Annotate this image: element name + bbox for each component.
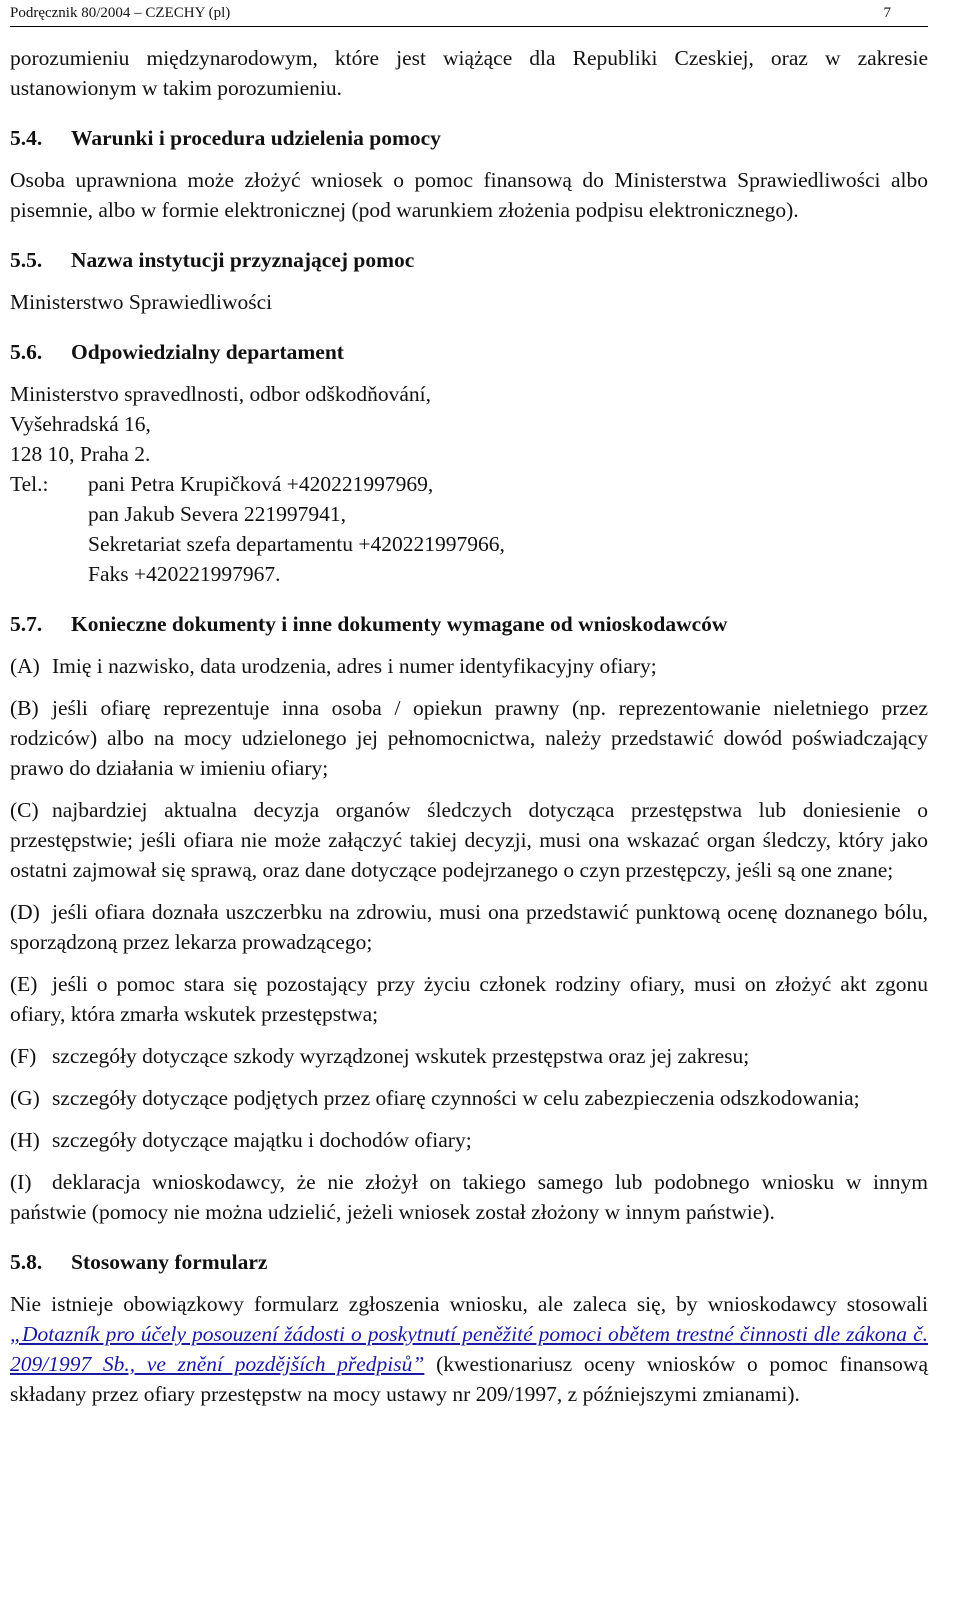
section-title: Odpowiedzialny departament [71,340,344,364]
contact-line: Sekretariat szefa departamentu +420221997966, [88,532,505,556]
form-text-before: Nie istnieje obowiązkowy formularz zgłoszenia wniosku, ale zaleca się, by wnioskodawcy stosowali [10,1292,928,1316]
item-label: (B) [10,696,39,720]
contact-line: pani Petra Krupičková +420221997969, [88,472,434,496]
item-label: (F) [10,1044,37,1068]
item-label: (G) [10,1086,40,1110]
section-body-5-5: Ministerstwo Sprawiedliwości [10,290,273,314]
list-item [10,651,928,681]
item-label: (I) [10,1170,32,1194]
page-number: 7 [883,5,891,21]
item-text: jeśli ofiarę reprezentuje inna osoba / opiekun prawny (np. reprezentowanie nieletniego przez rodziców) albo na mocy udzielonego jej pełnomocnictwa, należy przedstawić dowód poświadczający prawo do działania w imieniu ofiary; [10,696,928,780]
list-item [10,897,928,957]
page-header [10,0,928,27]
item-text: jeśli o pomoc stara się pozostający przy życiu członek rodziny ofiary, musi on złożyć akt zgonu ofiary, która zmarła wskutek przestępstwa; [10,972,928,1026]
item-label: (D) [10,900,40,924]
department-address [10,379,928,469]
contact-line: pan Jakub Severa 221997941, [88,502,346,526]
item-text: deklaracja wnioskodawcy, że nie złożył on takiego samego lub podobnego wniosku w innym państwie (pomocy nie można udzielić, jeżeli wniosek został złożony w innym państwie). [10,1170,928,1224]
section-title: Warunki i procedura udzielenia pomocy [71,126,441,150]
section-number: 5.7. [10,612,43,636]
list-item [10,1041,928,1071]
address-line: 128 10, Praha 2. [10,442,151,466]
item-label: (C) [10,798,39,822]
section-title: Konieczne dokumenty i inne dokumenty wymagane od wnioskodawców [71,612,728,636]
contact-block [10,469,928,589]
document-page [10,0,928,1409]
section-number: 5.4. [10,126,43,150]
item-text: Imię i nazwisko, data urodzenia, adres i numer identyfikacyjny ofiary; [52,654,657,678]
header-title: Podręcznik 80/2004 – CZECHY (pl) [10,5,231,21]
item-text: szczegóły dotyczące podjętych przez ofiarę czynności w celu zabezpieczenia odszkodowania; [52,1086,860,1110]
tel-label: Tel.: [10,472,49,496]
section-number: 5.6. [10,340,43,364]
section-number: 5.8. [10,1250,43,1274]
address-line: Vyšehradská 16, [10,412,151,436]
section-heading-5-8 [10,1247,928,1277]
form-text-after: (kwestionariusz oceny wniosków o pomoc finansową składany przez ofiary przestępstw na mocy ustawy nr 209/1997, z późniejszymi zmianami). [10,1352,928,1406]
list-item [10,795,928,885]
contact-line: Faks +420221997967. [88,562,281,586]
item-text: szczegóły dotyczące szkody wyrządzonej wskutek przestępstwa oraz jej zakresu; [52,1044,750,1068]
section-heading-5-6 [10,337,928,367]
intro-paragraph: porozumieniu międzynarodowym, które jest wiążące dla Republiki Czeskiej, oraz w zakresie ustanowionym w takim porozumieniu. [10,46,928,100]
section-heading-5-4 [10,123,928,153]
section-body-5-4: Osoba uprawniona może złożyć wniosek o pomoc finansową do Ministerstwa Sprawiedliwości albo pisemnie, albo w formie elektronicznej (pod warunkiem złożenia podpisu elektronicznego). [10,168,928,222]
section-heading-5-5 [10,245,928,275]
address-line: Ministerstvo spravedlnosti, odbor odškodňování, [10,382,432,406]
list-item [10,693,928,783]
section-title: Nazwa instytucji przyznającej pomoc [71,248,415,272]
section-title: Stosowany formularz [71,1250,268,1274]
questionnaire-link[interactable]: „Dotazník pro účely posouzení žádosti o poskytnutí peněžité pomoci obětem trestné činnosti dle zákona č. 209/1997 Sb., ve znění pozdějších předpisů” [10,1322,928,1376]
list-item [10,1083,928,1113]
section-number: 5.5. [10,248,43,272]
list-item [10,969,928,1029]
item-text: szczegóły dotyczące majątku i dochodów ofiary; [52,1128,472,1152]
list-item [10,1125,928,1155]
required-documents-list [10,651,928,1227]
contact-lines [88,469,505,589]
section-body-5-8 [10,1289,928,1409]
item-label: (H) [10,1128,40,1152]
item-label: (A) [10,654,40,678]
list-item [10,1167,928,1227]
item-text: jeśli ofiara doznała uszczerbku na zdrowiu, musi ona przedstawić punktową ocenę doznanego bólu, sporządzoną przez lekarza prowadzącego; [10,900,928,954]
section-heading-5-7 [10,609,928,639]
item-label: (E) [10,972,38,996]
item-text: najbardziej aktualna decyzja organów śledczych dotycząca przestępstwa lub doniesienie o przestępstwie; jeśli ofiara nie może załączyć takiej decyzji, musi ona wskazać organ śledczy, który jako ostatni zajmował się sprawą, oraz dane dotyczące podejrzanego o czyn przestępczy, jeśli są one znane; [10,798,928,882]
